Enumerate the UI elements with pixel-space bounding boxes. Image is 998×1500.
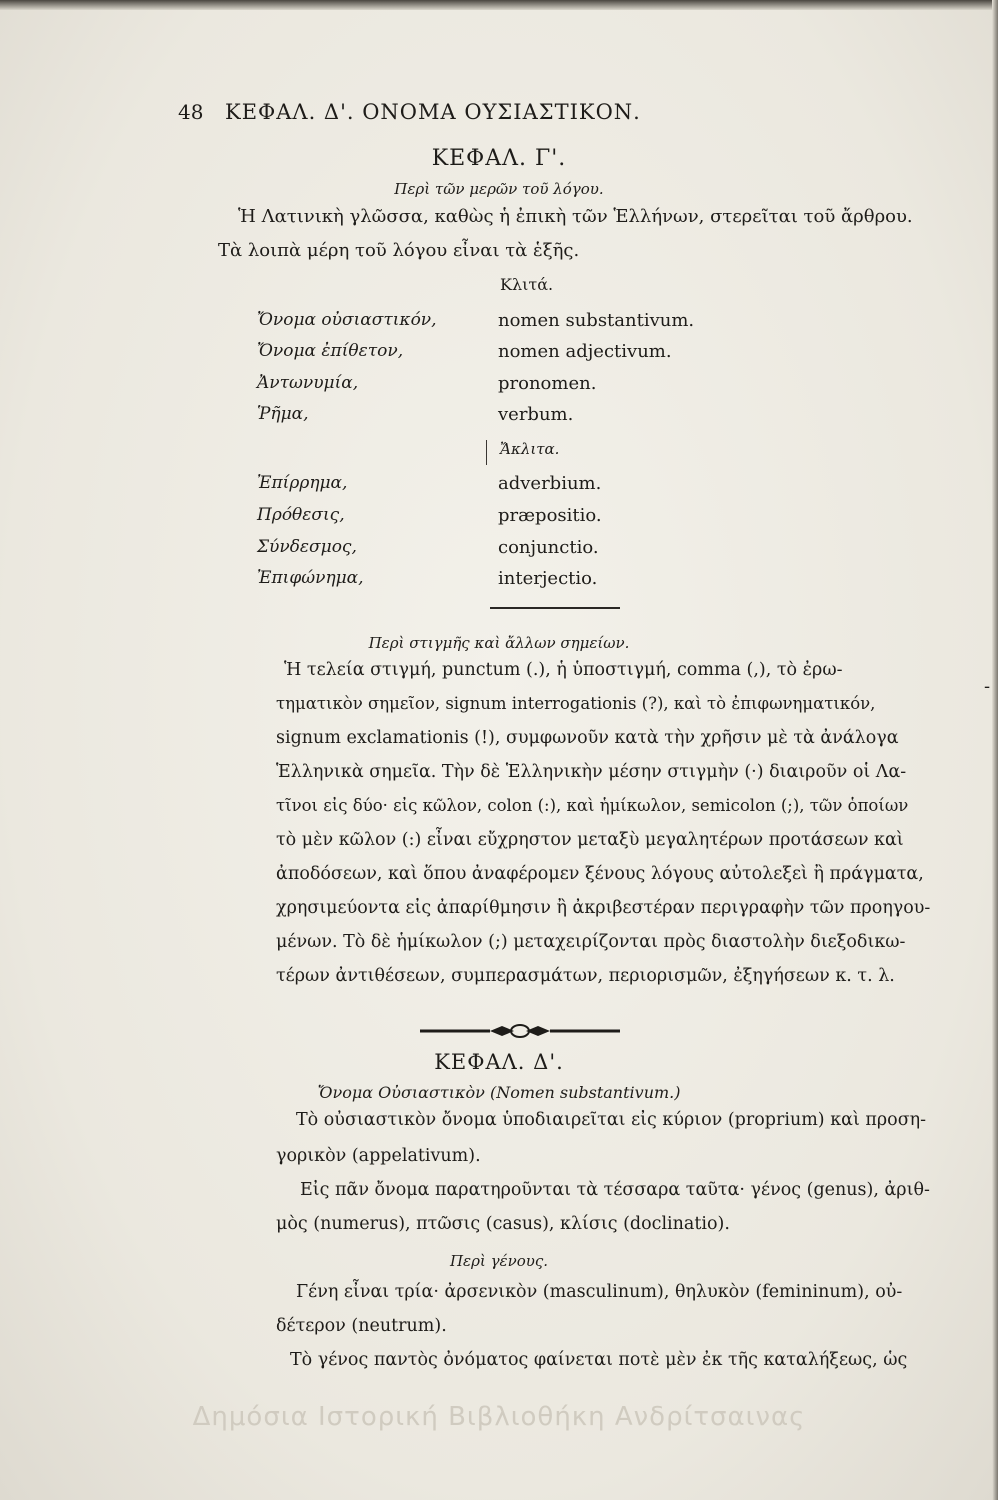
nouns-line-1: Τὸ οὐσιαστικὸν ὄνομα ὑποδιαιρεῖται εἰς κύριον (proprium) καὶ προση- <box>296 1110 927 1130</box>
aklita-heading: Ἄκλιτα. <box>500 440 560 458</box>
gender-subtitle: Περὶ γένους. <box>449 1252 549 1270</box>
gender-line-3: Τὸ γένος παντὸς ὀνόματος φαίνεται ποτὲ μὲν ἐκ τῆς καταλήξεως, ὡς <box>290 1350 908 1370</box>
aklita-greek-4: Ἐπιφώνημα, <box>257 568 364 588</box>
aklita-greek-3: Σύνδεσμος, <box>257 537 357 557</box>
margin-mark: - <box>984 676 991 697</box>
aklita-latin-1: adverbium. <box>498 473 602 494</box>
chapter-ornament <box>420 1024 620 1038</box>
nouns-line-4: μὸς (numerus), πτῶσις (casus), κλίσις (doclinatio). <box>276 1214 730 1234</box>
section-rule <box>490 607 620 609</box>
page-edge-right <box>992 0 998 1500</box>
klita-latin-3: pronomen. <box>498 373 597 394</box>
column-divider <box>486 440 487 465</box>
punctuation-line-2: τηματικὸν σημεῖον, signum interrogationis (?), καὶ τὸ ἐπιφωνηματικόν, <box>276 694 876 713</box>
intro-line-1: Ἡ Λατινικὴ γλῶσσα, καθὼς ἡ ἐπικὴ τῶν Ἑλλήνων, στερεῖται τοῦ ἄρθρου. <box>238 206 913 227</box>
punctuation-line-8: χρησιμεύοντα εἰς ἀπαρίθμησιν ἢ ἀκριβεστέραν περιγραφὴν τῶν προηγου- <box>276 898 931 918</box>
punctuation-line-6: τὸ μὲν κῶλον (:) εἶναι εὔχρηστον μεταξὺ μεγαλητέρων προτάσεων καὶ <box>276 830 904 850</box>
aklita-latin-2: præpositio. <box>498 505 602 526</box>
chapter-3-subtitle: Περὶ τῶν μερῶν τοῦ λόγου. <box>394 180 604 198</box>
nouns-line-3: Εἰς πᾶν ὄνομα παρατηροῦνται τὰ τέσσαρα ταῦτα· γένος (genus), ἀριθ- <box>300 1180 930 1200</box>
running-header: ΚΕΦΑΛ. Δ'. ΟΝΟΜΑ ΟΥΣΙΑΣΤΙΚΟΝ. <box>225 100 641 124</box>
page-number: 48 <box>178 100 204 124</box>
gender-line-2: δέτερον (neutrum). <box>276 1316 447 1336</box>
nouns-line-2: γορικὸν (appelativum). <box>276 1146 481 1166</box>
punctuation-line-5: τῖνοι εἰς δύο· εἰς κῶλον, colon (:), καὶ ἡμίκωλον, semicolon (;), τῶν ὁποίων <box>276 796 909 815</box>
klita-greek-1: Ὄνομα οὐσιαστικόν, <box>257 310 437 330</box>
chapter-4-title: ΚΕΦΑΛ. Δ'. <box>434 1050 564 1074</box>
punctuation-line-7: ἀποδόσεων, καὶ ὅπου ἀναφέρομεν ξένους λόγους αὐτολεξεὶ ἢ πράγματα, <box>276 864 924 884</box>
gender-line-1: Γένη εἶναι τρία· ἀρσενικὸν (masculinum), θηλυκὸν (femininum), οὐ- <box>296 1282 903 1302</box>
klita-latin-4: verbum. <box>498 404 574 425</box>
punctuation-subtitle: Περὶ στιγμῆς καὶ ἄλλων σημείων. <box>368 634 630 652</box>
klita-latin-2: nomen adjectivum. <box>498 341 672 362</box>
punctuation-line-4: Ἑλληνικὰ σημεῖα. Τὴν δὲ Ἑλληνικὴν μέσην στιγμὴν (·) διαιροῦν οἱ Λα- <box>276 762 907 782</box>
klita-greek-3: Ἀντωνυμία, <box>257 373 359 393</box>
aklita-latin-4: interjectio. <box>498 568 598 589</box>
library-watermark: Δημόσια Ιστορική Βιβλιοθήκη Ανδρίτσαινας <box>192 1402 806 1432</box>
aklita-greek-2: Πρόθεσις, <box>257 505 345 525</box>
punctuation-line-1: Ἡ τελεία στιγμή, punctum (.), ἡ ὑποστιγμή, comma (,), τὸ ἐρω- <box>284 660 843 680</box>
klita-latin-1: nomen substantivum. <box>498 310 695 331</box>
punctuation-line-3: signum exclamationis (!), συμφωνοῦν κατὰ τὴν χρῆσιν μὲ τὰ ἀνάλογα <box>276 728 899 748</box>
klita-heading: Κλιτά. <box>500 275 554 294</box>
punctuation-line-10: τέρων ἀντιθέσεων, συμπερασμάτων, περιορισμῶν, ἐξηγήσεων κ. τ. λ. <box>276 966 895 986</box>
aklita-latin-3: conjunctio. <box>498 537 599 558</box>
chapter-4-subtitle: Ὄνομα Οὐσιαστικὸν (Nomen substantivum.) <box>317 1083 681 1102</box>
page-edge-shadow <box>0 0 998 10</box>
klita-greek-4: Ῥῆμα, <box>257 404 309 424</box>
klita-greek-2: Ὄνομα ἐπίθετον, <box>257 341 404 361</box>
intro-line-2: Τὰ λοιπὰ μέρη τοῦ λόγου εἶναι τὰ ἑξῆς. <box>218 240 580 261</box>
chapter-3-title: ΚΕΦΑΛ. Γ'. <box>431 146 567 171</box>
aklita-greek-1: Ἐπίρρημα, <box>257 473 348 493</box>
punctuation-line-9: μένων. Τὸ δὲ ἡμίκωλον (;) μεταχειρίζονται πρὸς διαστολὴν διεξοδικω- <box>276 932 906 952</box>
